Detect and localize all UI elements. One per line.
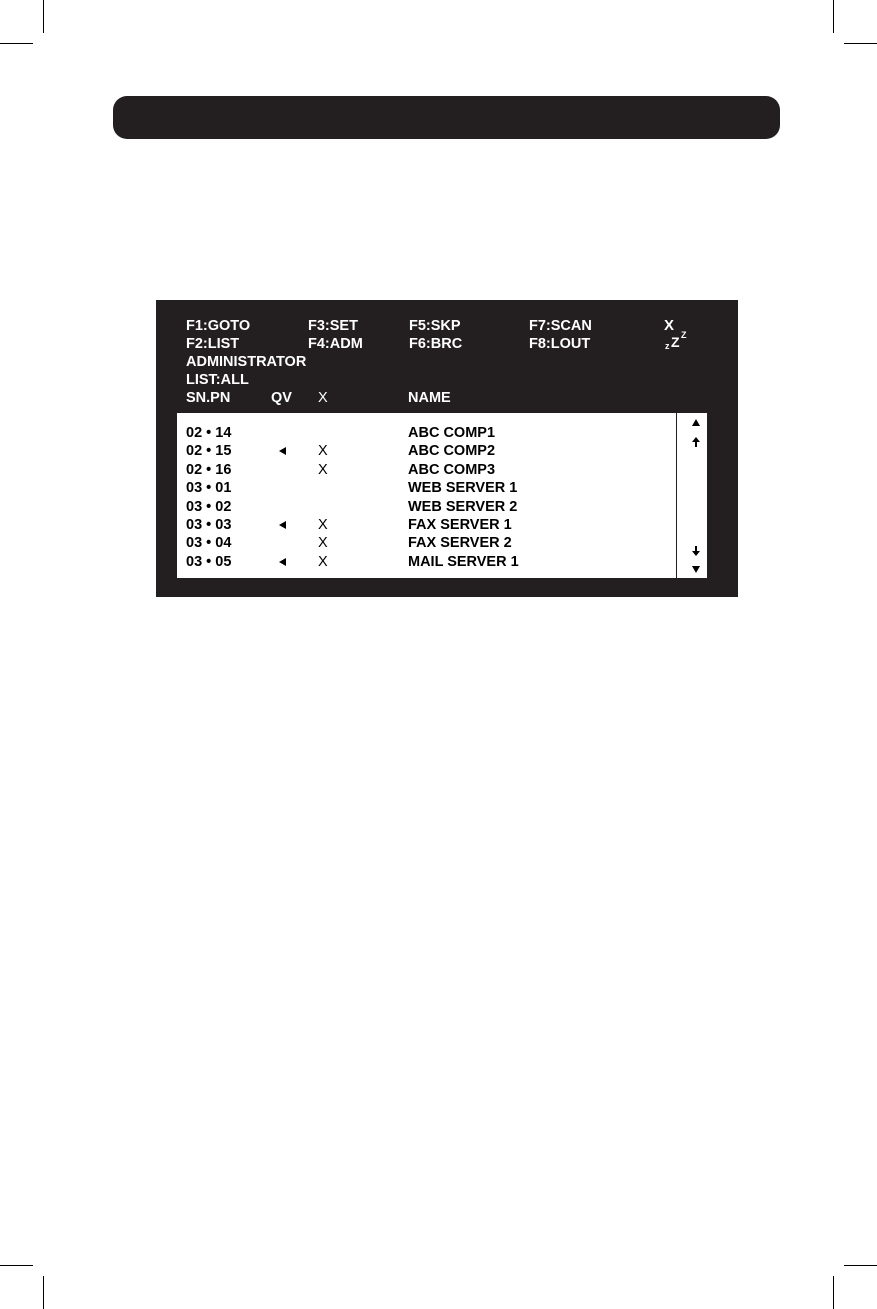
port-number: 02 • 14 [186, 425, 232, 441]
list-mode: LIST:ALL [186, 372, 249, 388]
crop-mark [833, 1276, 834, 1309]
port-name: ABC COMP1 [408, 425, 496, 441]
crop-mark [833, 0, 834, 33]
port-name: WEB SERVER 2 [408, 498, 518, 515]
port-number: 03 • 03 [186, 517, 232, 533]
crop-mark [43, 0, 44, 33]
port-name: FAX SERVER 2 [408, 535, 512, 552]
column-header-snpn: SN.PN [186, 390, 231, 406]
crop-mark [844, 1265, 877, 1266]
user-name: ADMINISTRATOR [186, 354, 307, 370]
x-mark: X [318, 461, 328, 478]
column-header-name: NAME [408, 390, 451, 406]
x-mark: X [318, 517, 328, 533]
scrollbar-divider [676, 413, 677, 578]
crop-mark [844, 43, 877, 44]
quick-view-arrow-icon [279, 558, 286, 566]
f4-adm-hotkey[interactable]: F4:ADM [308, 336, 363, 352]
port-name: WEB SERVER 1 [408, 480, 518, 497]
column-header-x: X [318, 390, 328, 406]
port-number: 03 • 01 [186, 480, 232, 497]
f5-skp-hotkey[interactable]: F5:SKP [409, 318, 461, 334]
crop-mark [0, 1265, 33, 1266]
port-list [177, 413, 707, 578]
page-up-arrow-icon[interactable] [689, 435, 703, 449]
port-name: MAIL SERVER 1 [408, 553, 519, 570]
list-item[interactable] [177, 498, 674, 516]
list-item[interactable] [177, 442, 674, 460]
f2-list-hotkey[interactable]: F2:LIST [186, 336, 240, 352]
quick-view-arrow-icon [279, 521, 286, 529]
column-header-qv: QV [271, 390, 292, 406]
triangle-up-icon[interactable] [689, 416, 703, 430]
port-name: ABC COMP2 [408, 443, 496, 460]
port-number: 03 • 02 [186, 498, 232, 515]
port-number: 03 • 05 [186, 553, 232, 570]
f8-lout-hotkey[interactable]: F8:LOUT [529, 336, 591, 352]
port-number: 02 • 15 [186, 443, 232, 460]
x-mark: X [318, 553, 328, 570]
triangle-down-icon[interactable] [689, 563, 703, 577]
quick-view-arrow-icon [279, 447, 286, 455]
list-item[interactable] [177, 461, 674, 479]
status-x-indicator: X [664, 317, 675, 334]
osd-main-screen [156, 300, 738, 597]
list-item[interactable] [177, 534, 674, 552]
crop-mark [43, 1276, 44, 1309]
port-name: ABC COMP3 [408, 461, 496, 478]
port-number: 03 • 04 [186, 535, 232, 552]
page-down-arrow-icon[interactable] [689, 544, 703, 558]
f7-scan-hotkey[interactable]: F7:SCAN [529, 318, 592, 334]
f6-brc-hotkey[interactable]: F6:BRC [409, 336, 463, 352]
list-item[interactable] [177, 479, 674, 497]
list-item[interactable] [177, 516, 674, 534]
crop-mark [0, 43, 33, 44]
section-header-bar [113, 96, 780, 139]
sleep-zzz-icon: z Z Z [665, 330, 687, 351]
x-mark: X [318, 535, 328, 552]
f1-goto-hotkey[interactable]: F1:GOTO [186, 318, 251, 334]
f3-set-hotkey[interactable]: F3:SET [308, 318, 358, 334]
x-mark: X [318, 443, 328, 460]
port-name: FAX SERVER 1 [408, 517, 512, 533]
port-number: 02 • 16 [186, 461, 232, 478]
list-item[interactable] [177, 553, 674, 571]
list-item[interactable] [177, 424, 674, 442]
